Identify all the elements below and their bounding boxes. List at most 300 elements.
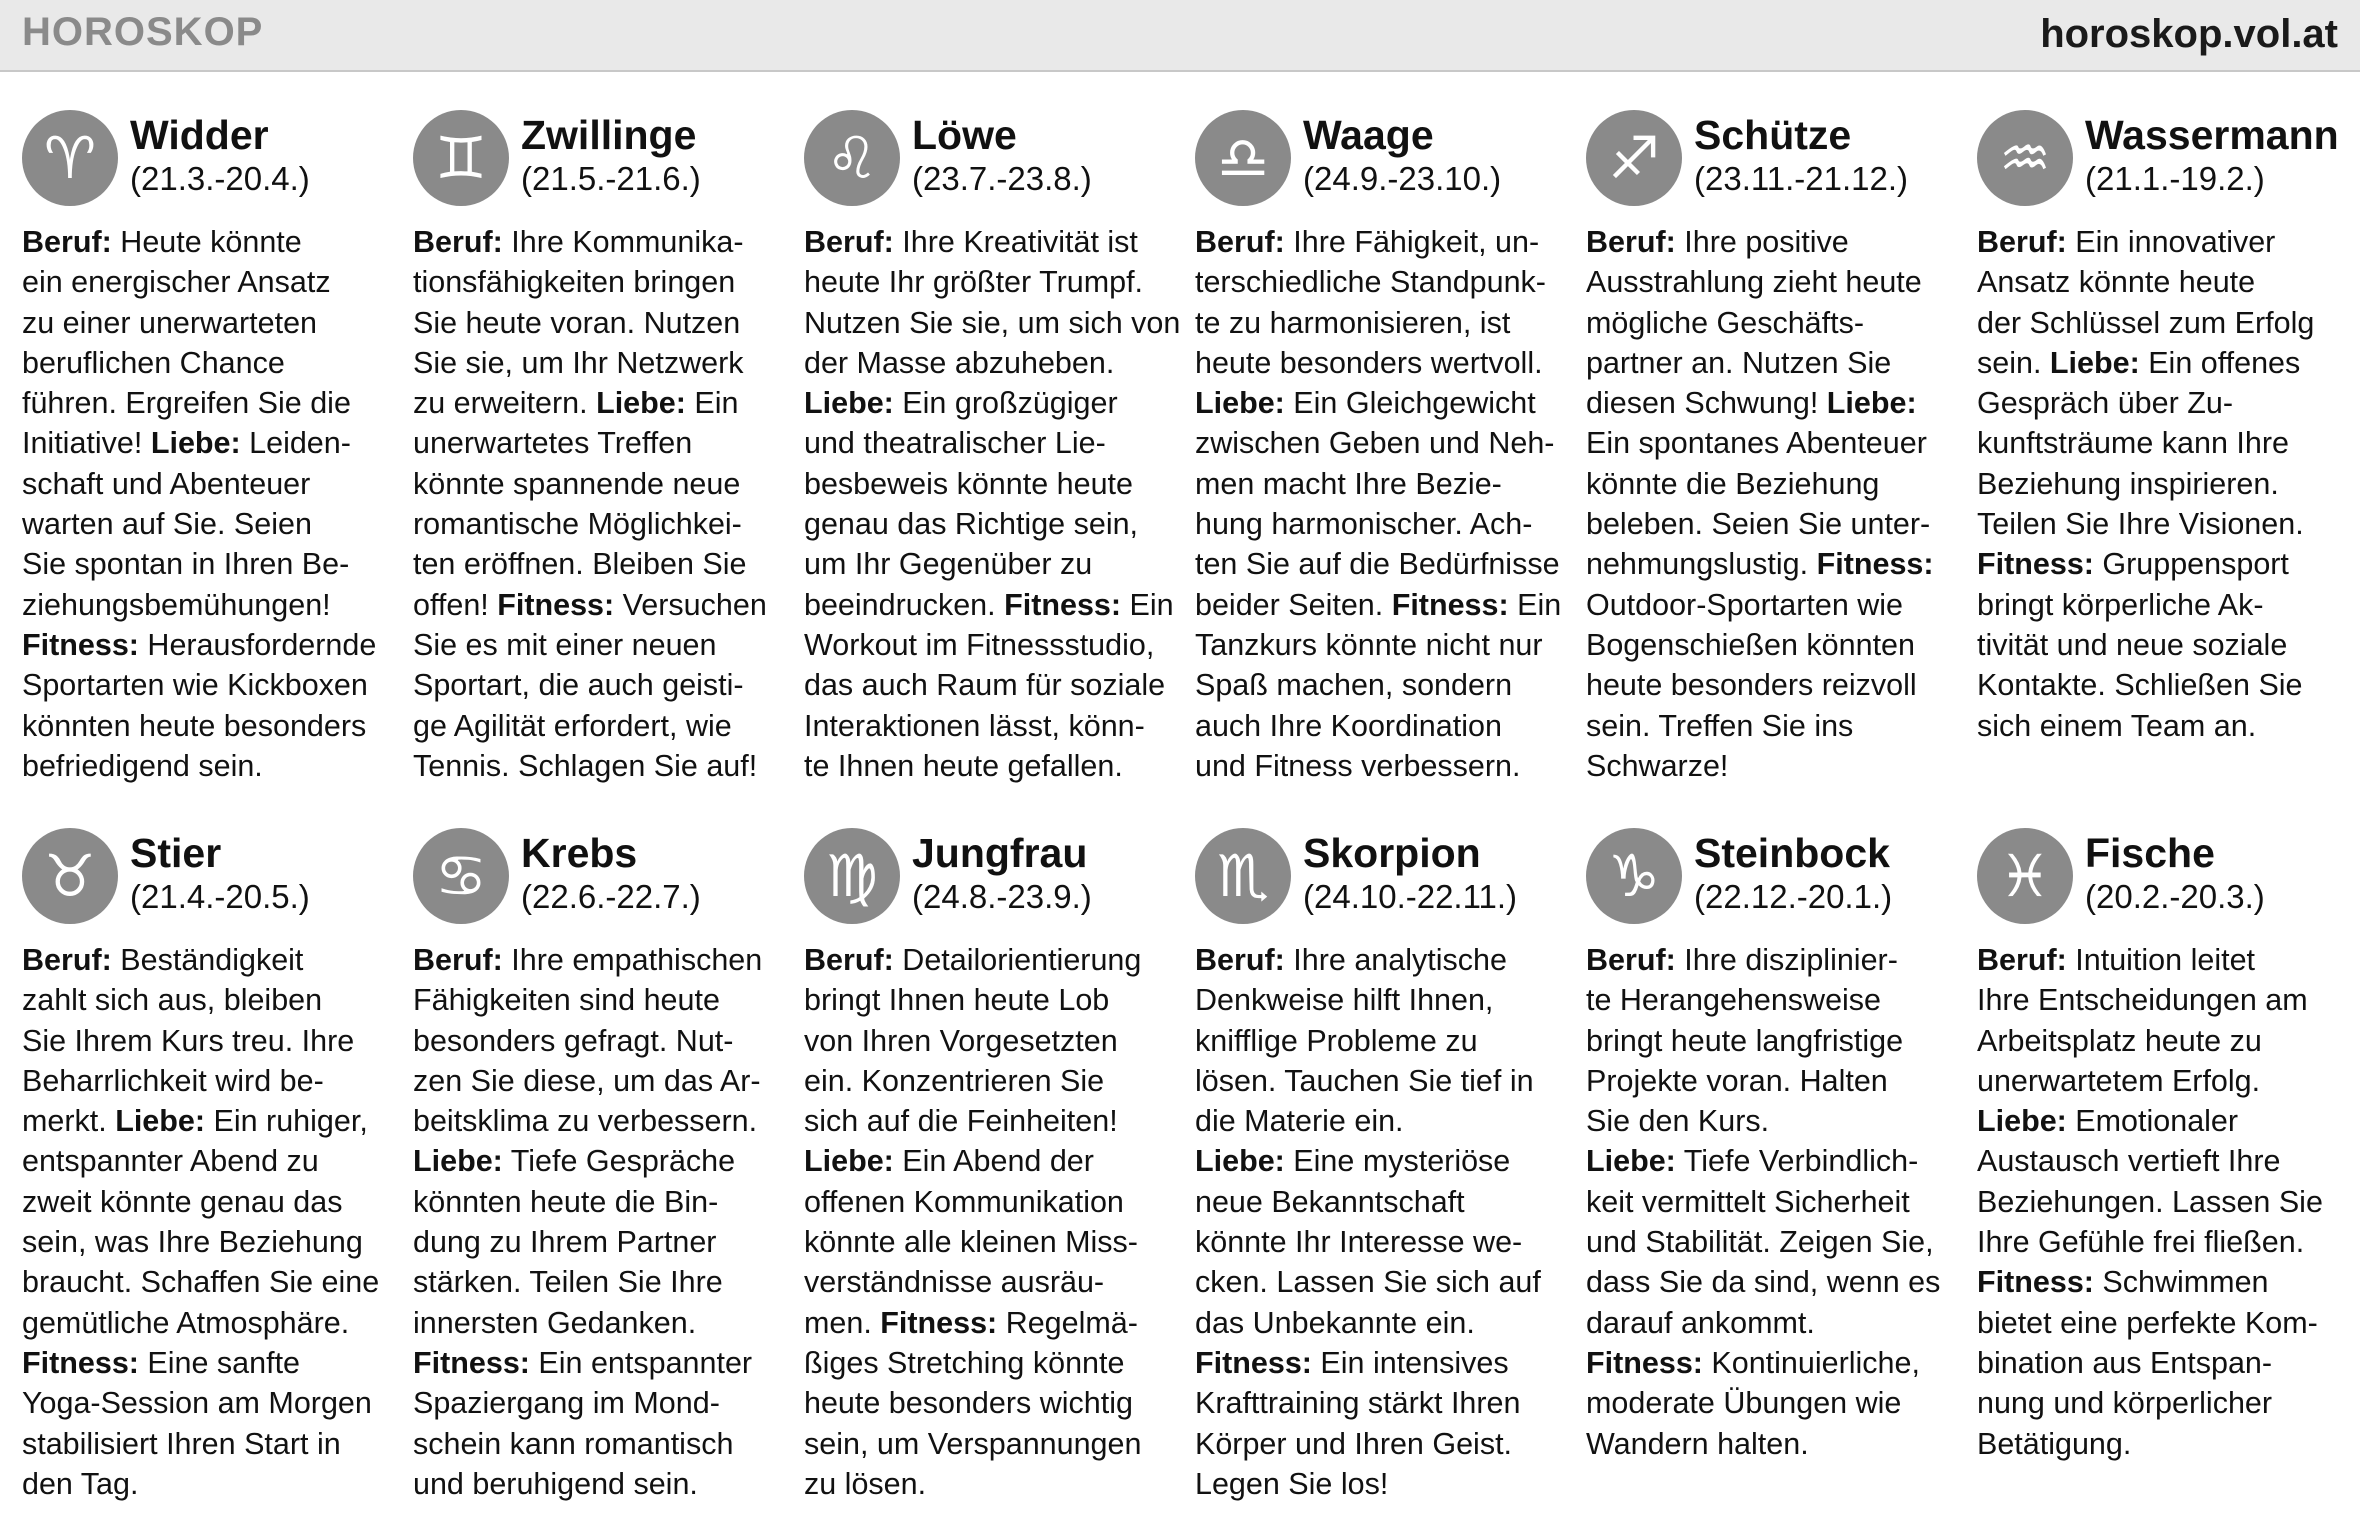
text-line [22,1383,384,1423]
text-line [1195,746,1557,786]
text-segment: gemütliche Atmosphäre. [22,1305,350,1340]
category-label: Beruf: [1586,225,1676,259]
text-line [1195,1303,1557,1343]
text-segment: tionsfähigkeiten bringen [413,265,736,300]
text-line [804,464,1166,504]
category-label: Liebe: [596,386,686,421]
text-segment: Betätigung. [1977,1426,2132,1461]
category-label: Beruf: [413,225,503,259]
ram-icon: ♈ [22,110,118,206]
text-segment: beider Seiten. [1195,587,1392,622]
text-segment: offen! [413,587,498,622]
text-segment: führen. Ergreifen Sie die [22,386,351,421]
text-segment: Ein intensives [1311,1345,1509,1380]
text-segment: Fähigkeiten sind heute [413,983,720,1018]
sign-name: Stier [130,830,222,876]
text-segment: keit vermittelt Sicherheit [1586,1184,1910,1219]
text-line [1586,1141,1948,1181]
text-segment: Beharrlichkeit wird be- [22,1063,324,1098]
text-segment: Sie den Kurs. [1586,1104,1770,1139]
text-line [1977,1222,2339,1262]
category-label: Beruf: [804,225,894,259]
text-line [22,1464,384,1504]
text-segment: Yoga-Session am Morgen [22,1386,372,1421]
text-line [804,303,1181,343]
sign-dates: (21.5.-21.6.) [521,160,701,197]
text-line [413,1464,775,1504]
sign-dates: (21.1.-19.2.) [2085,160,2265,197]
text-line [1586,1182,1948,1222]
text-line [1977,383,2339,423]
sign-dates: (22.6.-22.7.) [521,878,701,915]
text-line [22,1424,384,1464]
text-segment: sich auf die Feinheiten! [804,1104,1118,1139]
text-segment: Initiative! [22,426,151,461]
text-segment: heute besonders reizvoll [1586,668,1917,703]
category-label: Liebe: [804,386,894,421]
text-line [1586,980,1948,1020]
text-line [1586,585,1948,625]
sign-name: Skorpion [1303,830,1481,876]
sign-name: Jungfrau [912,830,1088,876]
text-segment: offenen Kommunikation [804,1184,1124,1219]
text-line [22,1222,384,1262]
text-segment: Emotionaler [2066,1104,2239,1139]
text-segment: cken. Lassen Sie sich auf [1195,1265,1541,1300]
sign-dates: (22.12.-20.1.) [1694,878,1893,915]
text-segment: die Materie ein. [1195,1104,1404,1139]
text-segment: Ihre Kommunika- [502,225,744,259]
text-segment: könnten heute die Bin- [413,1184,719,1219]
text-segment: das Unbekannte ein. [1195,1305,1475,1340]
text-segment: Gruppensport [2093,547,2289,582]
text-line [1586,1424,1948,1464]
category-label: Beruf: [22,943,112,977]
text-line [22,980,384,1020]
section-title: HOROSKOP [22,10,264,54]
text-segment: men. [804,1305,881,1340]
text-line [22,1101,384,1141]
text-segment: und theatralischer Lie- [804,426,1106,461]
sign-name: Wassermann [2085,112,2339,158]
text-line [1977,585,2339,625]
text-line [1195,1101,1557,1141]
text-line [1195,343,1557,383]
category-label: Liebe: [115,1104,206,1139]
text-line [804,544,1166,584]
category-label: Liebe: [150,426,241,461]
text-line [413,343,775,383]
text-segment: dung zu Ihrem Partner [413,1225,717,1260]
text-line [1586,706,1948,746]
text-line [1586,1101,1948,1141]
text-line [1977,262,2339,302]
text-line [22,383,384,423]
text-segment: Körper und Ihren Geist. [1195,1426,1513,1461]
text-line [1586,1303,1948,1343]
text-line [804,1343,1166,1383]
text-line [22,940,384,980]
text-line [413,1383,775,1423]
text-line [804,625,1166,665]
text-line [1195,464,1557,504]
text-segment: stabilisiert Ihren Start in [22,1426,341,1461]
text-line [1195,504,1557,544]
category-label: Beruf: [1195,225,1285,259]
category-label: Beruf: [804,943,894,977]
category-label: Fitness: [880,1305,998,1340]
category-label: Fitness: [1195,1345,1312,1380]
text-segment: von Ihren Vorgesetzten [804,1023,1118,1058]
bull-icon: ♉ [22,828,118,924]
sign-dates: (21.3.-20.4.) [130,160,310,197]
text-segment: heute besonders wichtig [804,1386,1133,1421]
text-segment: Ein Abend der [893,1144,1094,1179]
text-line [1977,940,2339,980]
text-line [1195,1182,1557,1222]
text-segment: partner an. Nutzen Sie [1586,345,1892,380]
text-segment: Tennis. Schlagen Sie auf! [413,748,758,783]
category-label: Liebe: [413,1144,503,1179]
text-line [804,504,1166,544]
sign-name: Waage [1303,112,1434,158]
text-segment: unerwartetem Erfolg. [1977,1063,2261,1098]
text-segment: kunftsträume kann Ihre [1977,426,2289,461]
category-label: Liebe: [2049,345,2140,380]
text-segment: um Ihr Gegenüber zu [804,547,1093,582]
text-line [22,504,384,544]
text-segment: Versuchen [614,587,767,622]
text-line [804,665,1166,705]
category-label: Fitness: [22,627,139,662]
text-segment: und Fitness verbessern. [1195,748,1521,783]
text-segment: Leiden- [240,426,351,461]
virgin-icon: ♍ [804,828,900,924]
text-segment: Beziehungen. Lassen Sie [1977,1184,2323,1219]
category-label: Liebe: [1586,1144,1676,1179]
text-segment: Sie sie, um Ihr Netzwerk [413,345,744,380]
text-segment: ein. Konzentrieren Sie [804,1063,1105,1098]
scales-icon: ♎ [1195,110,1291,206]
site-url: horoskop.vol.at [2040,12,2338,56]
text-segment: Kontinuierliche, [1702,1345,1920,1380]
text-line [1195,1222,1557,1262]
text-segment: Ansatz könnte heute [1977,265,2256,300]
text-segment: neue Bekanntschaft [1195,1184,1465,1219]
sign-dates: (24.9.-23.10.) [1303,160,1502,197]
category-label: Fitness: [1977,547,2094,582]
text-segment: Eine mysteriöse [1284,1144,1511,1179]
text-segment: das auch Raum für soziale [804,668,1166,703]
text-line [1977,980,2339,1020]
text-segment: und Stabilität. Zeigen Sie, [1586,1225,1934,1260]
text-line [1586,383,1948,423]
ibex-icon: ♑ [1586,828,1682,924]
category-label: Liebe: [1977,1104,2067,1139]
text-line [1195,980,1557,1020]
text-line [1977,665,2339,705]
text-segment: merkt. [22,1104,116,1139]
text-line [22,423,384,463]
text-segment: zu erweitern. [413,386,597,421]
text-segment: nehmungslustig. [1586,547,1817,582]
text-segment: moderate Übungen wie [1586,1386,1902,1421]
text-line [1195,1424,1557,1464]
text-line [804,940,1166,980]
text-segment: Schwimmen [2093,1265,2269,1300]
sign-text [1977,222,2339,746]
text-segment: Ein [1508,587,1562,622]
text-line [22,1021,384,1061]
text-line [22,303,384,343]
text-line [804,980,1166,1020]
text-segment: nung und körperlicher [1977,1386,2273,1421]
text-line [1586,1222,1948,1262]
text-line [22,665,384,705]
text-segment: zu einer unerwarteten [22,305,318,340]
text-segment: hung harmonischer. Ach- [1195,507,1533,542]
text-line [413,303,775,343]
text-segment: zwischen Geben und Neh- [1195,426,1555,461]
text-line [804,383,1166,423]
text-line [1977,1343,2339,1383]
text-segment: Legen Sie los! [1195,1466,1389,1501]
category-label: Fitness: [1391,587,1509,622]
text-line [804,1101,1166,1141]
sign-name: Fische [2085,830,2215,876]
text-segment: Herausfordernde [138,627,377,662]
text-segment: stärken. Teilen Sie Ihre [413,1265,723,1300]
text-segment: ten eröffnen. Bleiben Sie [413,547,747,582]
text-line [1195,303,1557,343]
text-segment: Regelmä- [997,1305,1138,1340]
text-segment: Ein großzügiger [893,386,1118,421]
text-segment: könnte alle kleinen Miss- [804,1225,1138,1260]
text-segment: den Tag. [22,1466,139,1501]
text-segment: Projekte voran. Halten [1586,1063,1888,1098]
category-label: Beruf: [1977,225,2067,259]
text-line [1195,706,1557,746]
text-line [22,1182,384,1222]
text-line [413,423,775,463]
text-segment: könnte spannende neue [413,466,741,501]
text-segment: auch Ihre Koordination [1195,708,1502,743]
text-line [804,423,1166,463]
text-line [1586,1383,1948,1423]
text-segment: bringt Ihnen heute Lob [804,983,1110,1018]
category-label: Beruf: [1586,943,1676,977]
text-line [1977,222,2339,262]
text-line [1195,1464,1557,1504]
category-label: Liebe: [1826,386,1917,421]
text-line [413,665,775,705]
sign-name: Krebs [521,830,638,876]
text-line [1195,222,1557,262]
text-segment: braucht. Schaffen Sie eine [22,1265,380,1300]
text-segment: Sie Ihrem Kurs treu. Ihre [22,1023,355,1058]
category-label: Beruf: [1195,943,1285,977]
text-segment: verständnisse ausräu- [804,1265,1105,1300]
text-segment: te Ihnen heute gefallen. [804,748,1123,783]
text-line [1977,464,2339,504]
text-segment: Tanzkurs könnte nicht nur [1195,627,1543,662]
text-line [1586,665,1948,705]
text-segment: te zu harmonisieren, ist [1195,305,1511,340]
text-segment: Sportarten wie Kickboxen [22,668,368,703]
text-segment: unerwartetes Treffen [413,426,693,461]
category-label: Fitness: [1977,1265,2094,1300]
category-label: Fitness: [1004,587,1122,622]
text-line [413,1262,775,1302]
text-line [413,706,775,746]
text-segment: zahlt sich aus, bleiben [22,983,323,1018]
text-segment: Austausch vertieft Ihre [1977,1144,2281,1179]
sign-dates: (24.10.-22.11.) [1303,878,1518,915]
text-segment: könnten heute besonders [22,708,367,743]
text-segment: Ein spontanes Abenteuer [1586,426,1927,461]
text-segment: mögliche Geschäfts- [1586,305,1864,340]
text-segment: ge Agilität erfordert, wie [413,708,732,743]
text-line [1586,625,1948,665]
text-line [1977,343,2339,383]
category-label: Liebe: [804,1144,894,1179]
text-segment: sein, was Ihre Beziehung [22,1225,363,1260]
text-line [22,343,384,383]
category-label: Liebe: [1195,1144,1285,1179]
text-segment: ein energischer Ansatz [22,265,331,300]
sign-name: Zwillinge [521,112,697,158]
text-line [1586,1262,1948,1302]
text-segment: Ihre Entscheidungen am [1977,983,2308,1018]
text-line [413,1424,775,1464]
text-line [804,1222,1166,1262]
text-segment: Ihre Fähigkeit, un- [1284,225,1540,259]
text-line [804,1383,1166,1423]
text-line [413,262,775,302]
category-label: Liebe: [1195,386,1285,421]
text-line [22,222,384,262]
text-segment: romantische Möglichkei- [413,507,742,542]
text-segment: Sportart, die auch geisti- [413,668,744,703]
text-segment: besbeweis könnte heute [804,466,1133,501]
text-segment: Beständigkeit [111,943,304,977]
text-line [1195,383,1557,423]
text-line [413,1021,775,1061]
text-line [413,746,775,786]
text-segment: Detailorientierung [893,943,1142,977]
text-line [413,222,775,262]
text-segment: schaft und Abenteuer [22,466,311,501]
page-header [0,0,2360,72]
text-segment: Ein [685,386,739,421]
text-segment: Arbeitsplatz heute zu [1977,1023,2262,1058]
text-segment: heute besonders wertvoll. [1195,345,1543,380]
text-segment: Gespräch über Zu- [1977,386,2233,421]
sign-text [1195,222,1562,786]
text-line [22,262,384,302]
text-segment: besonders gefragt. Nut- [413,1023,734,1058]
text-line [804,1262,1166,1302]
text-segment: Ein ruhiger, [205,1104,368,1139]
sign-text [1586,222,1948,786]
twins-icon: ♊ [413,110,509,206]
sign-dates: (24.8.-23.9.) [912,878,1092,915]
text-line [1195,1021,1557,1061]
text-line [413,1141,775,1181]
text-line [1195,665,1557,705]
text-segment: Sie heute voran. Nutzen [413,305,741,340]
text-segment: beitsklima zu verbessern. [413,1104,758,1139]
text-line [1195,262,1557,302]
text-line [413,980,775,1020]
text-line [804,1303,1166,1343]
text-segment: Tiefe Gespräche [502,1144,736,1179]
text-segment: Spaziergang im Mond- [413,1386,720,1421]
text-line [1586,746,1948,786]
text-line [413,1182,775,1222]
text-segment: ten Sie auf die Bedürfnisse [1195,547,1560,582]
text-line [804,1182,1166,1222]
text-line [413,1061,775,1101]
text-line [22,1061,384,1101]
text-segment: ßiges Stretching könnte [804,1345,1125,1380]
scorpion-icon: ♏ [1195,828,1291,924]
water-bearer-icon: ♒ [1977,110,2073,206]
text-segment: Workout im Fitnessstudio, [804,627,1155,662]
sign-text [1977,940,2339,1464]
text-line [1195,1061,1557,1101]
text-segment: Teilen Sie Ihre Visionen. [1977,507,2304,542]
category-label: Beruf: [413,943,503,977]
sign-text [413,222,775,786]
text-segment: könnte die Beziehung [1586,466,1880,501]
text-segment: Interaktionen lässt, könn- [804,708,1145,743]
text-line [22,1303,384,1343]
text-segment: diesen Schwung! [1586,386,1827,421]
text-segment: tivität und neue soziale [1977,627,2288,662]
text-segment: zen Sie diese, um das Ar- [413,1063,761,1098]
text-line [1195,585,1562,625]
text-line [1586,940,1948,980]
text-line [1586,262,1948,302]
text-segment: bringt heute langfristige [1586,1023,1904,1058]
text-segment: Intuition leitet [2066,943,2256,977]
category-label: Fitness: [1586,1345,1703,1380]
text-line [413,464,775,504]
text-segment: knifflige Probleme zu [1195,1023,1478,1058]
text-segment: darauf ankommt. [1586,1305,1815,1340]
text-segment: Ein entspannter [529,1345,753,1380]
text-line [1195,544,1560,584]
text-segment: Tiefe Verbindlich- [1675,1144,1919,1179]
text-segment: Ein [1121,587,1174,622]
text-segment: ziehungsbemühungen! [22,587,331,622]
text-segment: bringt körperliche Ak- [1977,587,2264,622]
text-segment: men macht Ihre Bezie- [1195,466,1502,501]
text-segment: und beruhigend sein. [413,1466,698,1501]
archer-icon: ♐ [1586,110,1682,206]
text-segment: sein. [1977,345,2050,380]
text-segment: Krafttraining stärkt Ihren [1195,1386,1521,1421]
text-segment: genau das Richtige sein, [804,507,1139,542]
text-segment: schein kann romantisch [413,1426,734,1461]
text-segment: lösen. Tauchen Sie tief in [1195,1063,1534,1098]
text-segment: te Herangehensweise [1586,983,1882,1018]
text-line [804,222,1166,262]
text-line [1195,423,1557,463]
text-line [1977,1182,2339,1222]
text-line [804,746,1166,786]
